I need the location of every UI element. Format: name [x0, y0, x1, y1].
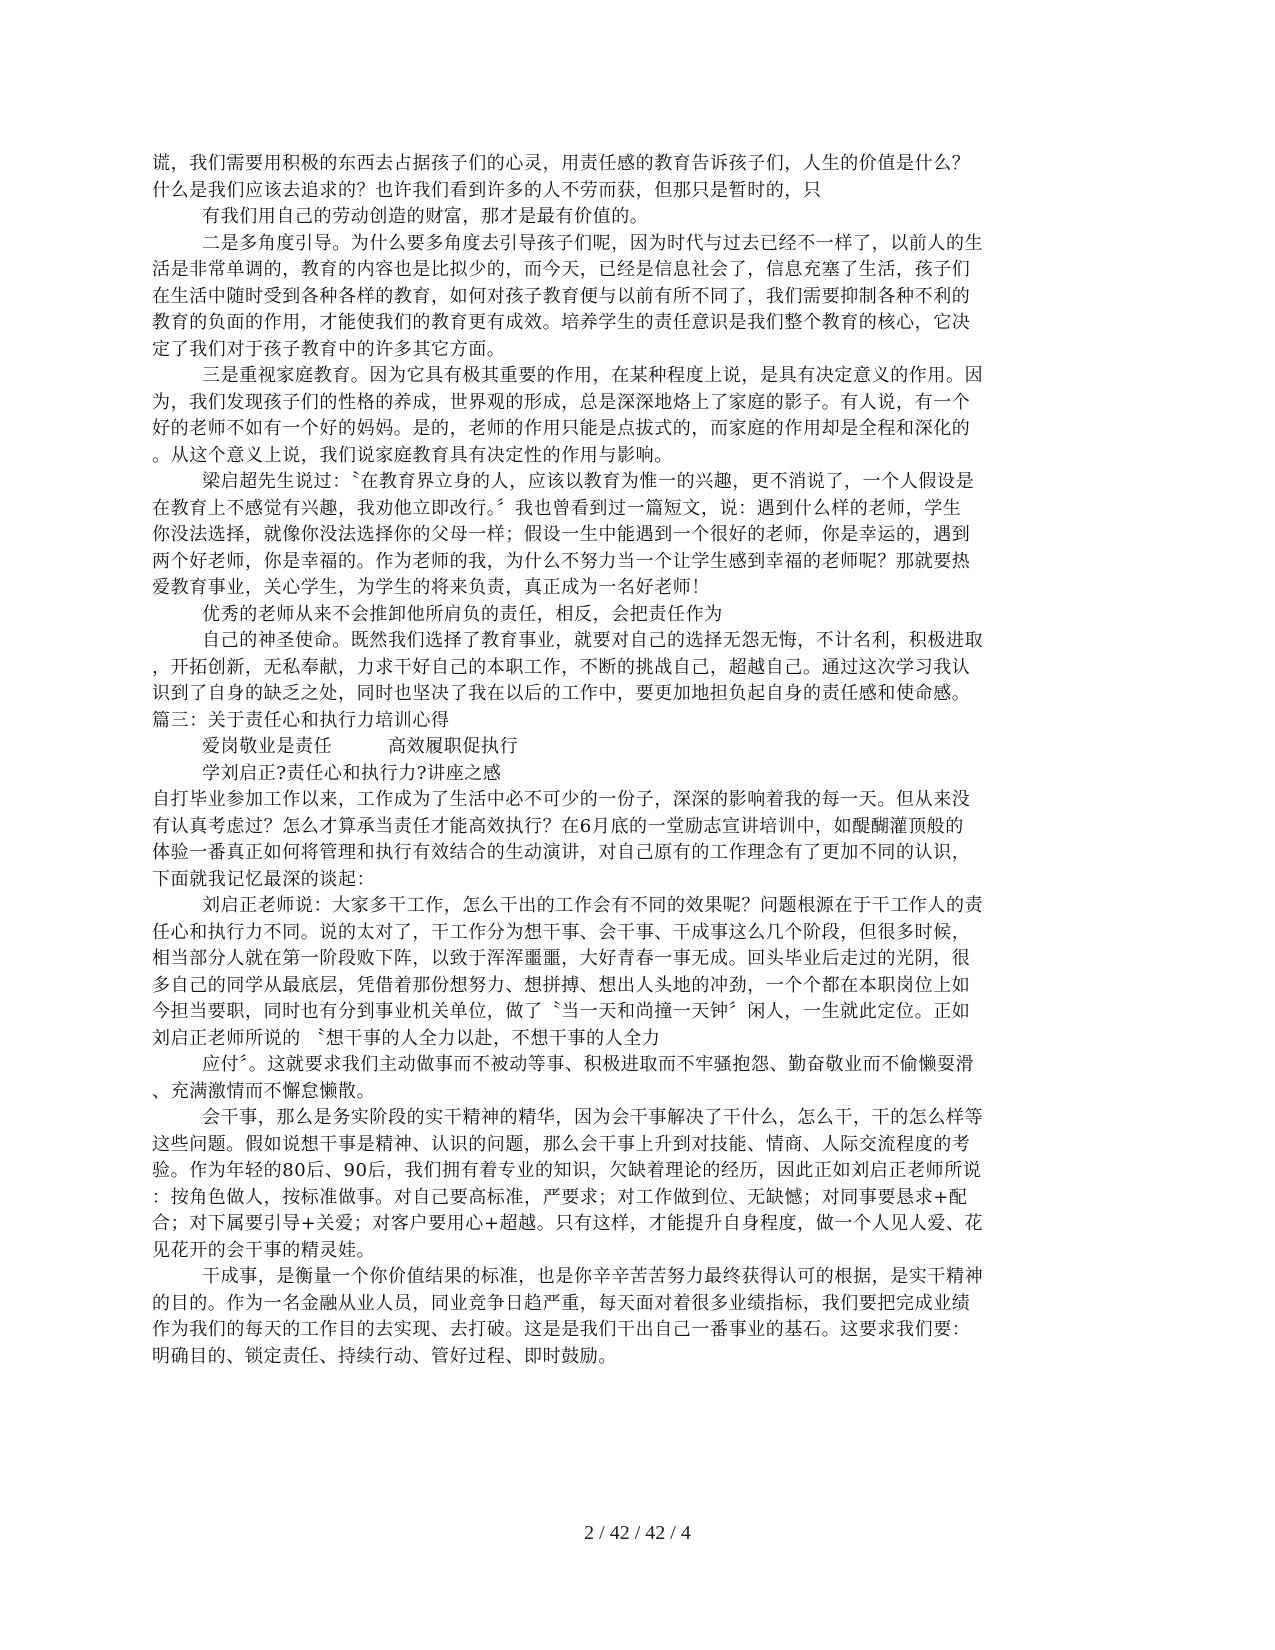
text-line: 什么是我们应该去追求的？也许我们看到许多的人不劳而获，但那只是暂时的，只	[152, 179, 822, 201]
text-line: 教育的负面的作用，才能使我们的教育更有成效。培养学生的责任意识是我们整个教育的核心，它决	[152, 312, 971, 333]
text-line: 识到了自身的缺乏之处，同时也坚决了我在以后的工作中，要更加地担负起自身的责任感和使命感。	[152, 683, 971, 704]
text-line: 相当部分人就在第一阶段败下阵，以致于浑浑噩噩，大好青春一事无成。回头毕业后走过的光阴，很	[152, 948, 971, 969]
text-line: 这些问题。假如说想干事是精神、认识的问题，那么会干事上升到对技能、情商、人际交流程度的考	[152, 1133, 971, 1155]
text-line: 任心和执行力不同。说的太对了，干工作分为想干事、会干事、干成事这么几个阶段，但很多时候，	[152, 921, 971, 943]
text-line: 自己的神圣使命。既然我们选择了教育事业，就要对自己的选择无怨无悔，不计名利，积极进取	[202, 630, 984, 651]
text-line: 爱岗敬业是责任 高效履职促执行	[202, 736, 519, 757]
text-line: 合；对下属要引导+关爱；对客户要用心+超越。只有这样，才能提升自身程度，做一个人见人爱、花	[152, 1213, 984, 1234]
text-line: 在生活中随时受到各种各样的教育，如何对孩子教育便与以前有所不同了，我们需要抑制各种不利的	[152, 285, 971, 307]
text-line: 刘启正老师所说的 〝想干事的人全力以赴，不想干事的人全力	[152, 1027, 661, 1049]
text-line: 的目的。作为一名金融从业人员，同业竞争日趋严重，每天面对着很多业绩指标，我们要把完成业绩	[152, 1292, 971, 1314]
text-line: 下面就我记忆最深的谈起：	[152, 868, 376, 890]
text-line: 二是多角度引导。为什么要多角度去引导孩子们呢，因为时代与过去已经不一样了，以前人的生	[202, 232, 984, 254]
text-line: 梁启超先生说过：〝在教育界立身的人，应该以教育为惟一的兴趣，更不消说了，一个人假设是	[202, 471, 975, 492]
text-line: 谎，我们需要用积极的东西去占据孩子们的心灵，用责任感的教育告诉孩子们，人生的价值是什么？	[152, 153, 971, 174]
text-line: 在教育上不感觉有兴趣，我劝他立即改行。〞我也曾看到过一篇短文，说：遇到什么样的老师，学生	[152, 497, 962, 519]
text-line: ：按角色做人，按标准做事。对自己要高标准，严要求；对工作做到位、无缺憾；对同事要恳求+配	[152, 1186, 968, 1208]
text-line: 会干事，那么是务实阶段的实干精神的精华，因为会干事解决了干什么，怎么干，干的怎么样等	[202, 1107, 984, 1128]
text-line: 爱教育事业，关心学生，为学生的将来负责，真正成为一名好老师！	[152, 577, 710, 598]
text-line: 好的老师不如有一个好的妈妈。是的，老师的作用只能是点拔式的，而家庭的作用却是全程和深化的	[152, 418, 971, 439]
text-line: 。从这个意义上说，我们说家庭教育具有决定性的作用与影响。	[152, 444, 673, 466]
text-line: 为，我们发现孩子们的性格的养成，世界观的形成，总是深深地烙上了家庭的影子。有人说，有一个	[152, 391, 971, 413]
text-line: 、充满激情而不懈怠懒散。	[152, 1080, 376, 1102]
text-line: 优秀的老师从来不会推卸他所肩负的责任，相反，会把责任作为	[202, 603, 723, 625]
text-line: 作为我们的每天的工作目的去实现、去打破。这是是我们干出自己一番事业的基石。这要求我们要：	[152, 1319, 971, 1340]
text-line: 验。作为年轻的80后、90后，我们拥有着专业的知识，欠缺着理论的经历，因此正如刘启正老师所说	[152, 1160, 982, 1181]
text-line: 多自己的同学从最底层，凭借着那份想努力、想拼搏、想出人头地的冲劲，一个个都在本职岗位上如	[152, 974, 971, 996]
text-line: 定了我们对于孩子教育中的许多其它方面。	[152, 338, 506, 360]
text-line: ，开拓创新，无私奉献，力求干好自己的本职工作，不断的挑战自己，超越自己。通过这次学习我认	[152, 656, 971, 678]
text-line: 今担当要职，同时也有分到事业机关单位，做了〝当一天和尚撞一天钟〞闲人，一生就此定位。正如	[152, 1001, 971, 1022]
document-body	[152, 151, 1132, 1370]
text-line: 你没法选择，就像你没法选择你的父母一样；假设一生中能遇到一个很好的老师，你是幸运的，遇到	[152, 524, 971, 545]
text-line: 体验一番真正如何将管理和执行有效结合的生动演讲，对自己原有的工作理念有了更加不同的认识，	[152, 842, 971, 863]
text-line: 活是非常单调的，教育的内容也是比拟少的，而今天，已经是信息社会了，信息充塞了生活，孩子们	[152, 259, 971, 280]
page-number: 2 / 42 / 42 / 4	[584, 1522, 691, 1544]
text-line: 有我们用自己的劳动创造的财富，那才是最有价值的。	[202, 206, 649, 227]
text-line: 见花开的会干事的精灵娃。	[152, 1239, 376, 1261]
text-line: 两个好老师，你是幸福的。作为老师的我，为什么不努力当一个让学生感到幸福的老师呢？那就要热	[152, 550, 971, 572]
text-line: 刘启正老师说：大家多干工作，怎么干出的工作会有不同的效果呢？问题根源在于干工作人的责	[202, 895, 984, 916]
text-line: 三是重视家庭教育。因为它具有极其重要的作用，在某种程度上说，是具有决定意义的作用。因	[202, 365, 984, 386]
text-line: 自打毕业参加工作以来，工作成为了生活中必不可少的一份子，深深的影响着我的每一天。但从来没	[152, 789, 971, 810]
text-line: 明确目的、锁定责任、持续行动、管好过程、即时鼓励。	[152, 1345, 617, 1367]
text-line: 学刘启正?责任心和执行力?讲座之感	[202, 762, 502, 784]
text-line: 应付〞。这就要求我们主动做事而不被动等事、积极进取而不牢骚抱怨、勤奋敬业而不偷懒耍滑	[202, 1054, 975, 1075]
text-line: 有认真考虑过？怎么才算承当责任才能高效执行？在6月底的一堂励志宣讲培训中，如醍醐灌顶般的	[152, 815, 964, 837]
text-line: 篇三：关于责任心和执行力培训心得	[152, 709, 450, 731]
text-line: 干成事，是衡量一个你价值结果的标准，也是你辛辛苦苦努力最终获得认可的根据，是实干精神	[202, 1266, 984, 1287]
